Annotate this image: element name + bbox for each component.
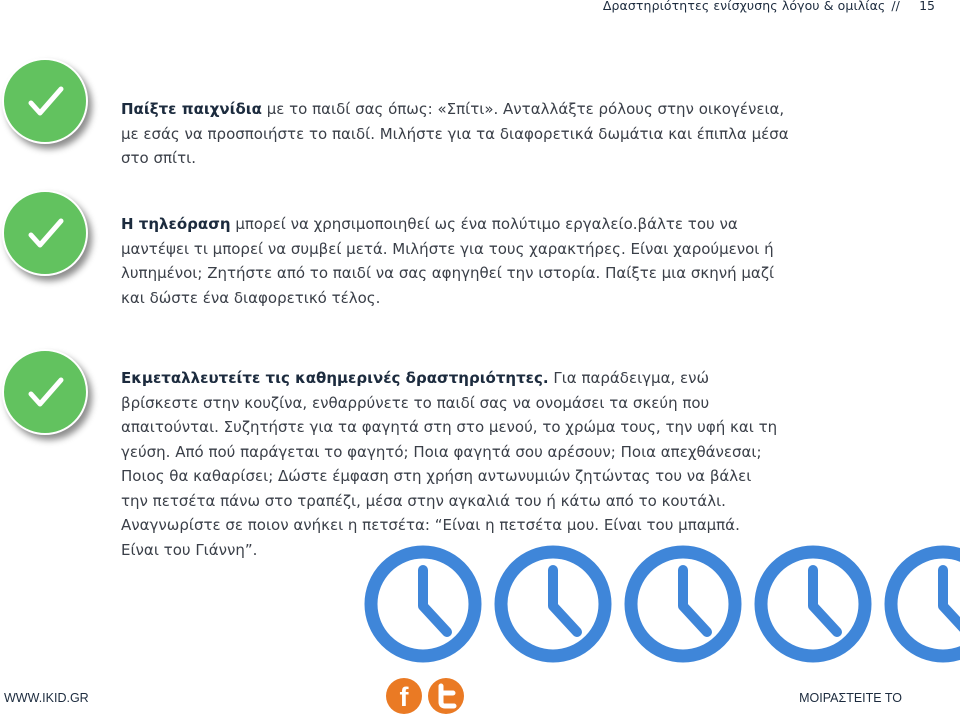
checkmark-icon — [2, 349, 88, 435]
clock-icon — [493, 544, 613, 664]
tip-text: με το παιδί σας όπως: «Σπίτι». Ανταλλάξτε ρόλους στην οικογένεια, με εσάς να προσποιήστε το παιδί. Μιλήστε για τα διαφορετικά δωμάτια και έπιπλα μέσα στο σπίτι. — [121, 100, 789, 167]
clock-icon — [753, 544, 873, 664]
website-link[interactable]: WWW.IKID.GR — [4, 691, 89, 705]
page-number: 15 — [919, 0, 935, 13]
tip-paragraph — [121, 97, 801, 171]
tip-text: μπορεί να χρησιμοποιηθεί ως ένα πολύτιμο εργαλείο.βάλτε του να μαντέψει τι μπορεί να συμβεί μετά. Μιλήστε για τους χαρακτήρες. Είναι χαρούμενοι ή λυπημένοι; Ζητήστε από το παιδί να σας αφηγηθεί την ιστορία. Παίξτε μια σκηνή μαζί και δώστε ένα διαφορετικό τέλος. — [121, 215, 775, 307]
tip-lead: Η τηλεόραση — [121, 215, 231, 233]
twitter-icon[interactable] — [428, 678, 464, 714]
tip-lead: Παίξτε παιχνίδια — [121, 100, 262, 118]
clock-icon — [623, 544, 743, 664]
tip-paragraph — [121, 212, 791, 310]
tip-text: Για παράδειγμα, ενώ βρίσκεστε στην κουζίνα, ενθαρρύνετε το παιδί σας να ονομάσει τα σκεύη που απαιτούνται. Συζητήστε για τα φαγητά στη στο μενού, το χρώμα τους, την υφή και τη γεύση. Από πού παράγεται το φαγητό; Ποια φαγητά σου αρέσουν; Ποια απεχθάνεσαι; Ποιος θα καθαρίσει; Δώστε έμφαση στη χρήση αντωνυμιών ζητώντας του να βάλει την πετσέτα πάνω στο τραπέζι, μέσα στην αγκαλιά του ή κάτω από το κουτάλι. Αναγνωρίστε σε ποιον ανήκει η πετσέτα: “Είναι η πετσέτα μου. Είναι του μπαμπά. Είναι του Γιάννη”. — [121, 369, 778, 559]
checkmark-icon — [2, 190, 88, 276]
running-header — [603, 0, 906, 13]
header-separator: // — [891, 0, 900, 13]
facebook-glyph: f — [399, 682, 409, 712]
header-title: Δραστηριότητες ενίσχυσης λόγου & ομιλίας — [602, 0, 886, 13]
clock-icon — [883, 544, 960, 664]
tip-paragraph — [121, 366, 781, 562]
tip-lead: Εκμεταλλευτείτε τις καθημερινές δραστηριότητες. — [121, 369, 549, 387]
facebook-icon[interactable] — [386, 678, 422, 714]
checkmark-icon — [2, 58, 88, 144]
clock-icon — [363, 544, 483, 664]
share-label: ΜΟΙΡΑΣΤΕΙΤΕ ΤΟ — [799, 691, 902, 705]
